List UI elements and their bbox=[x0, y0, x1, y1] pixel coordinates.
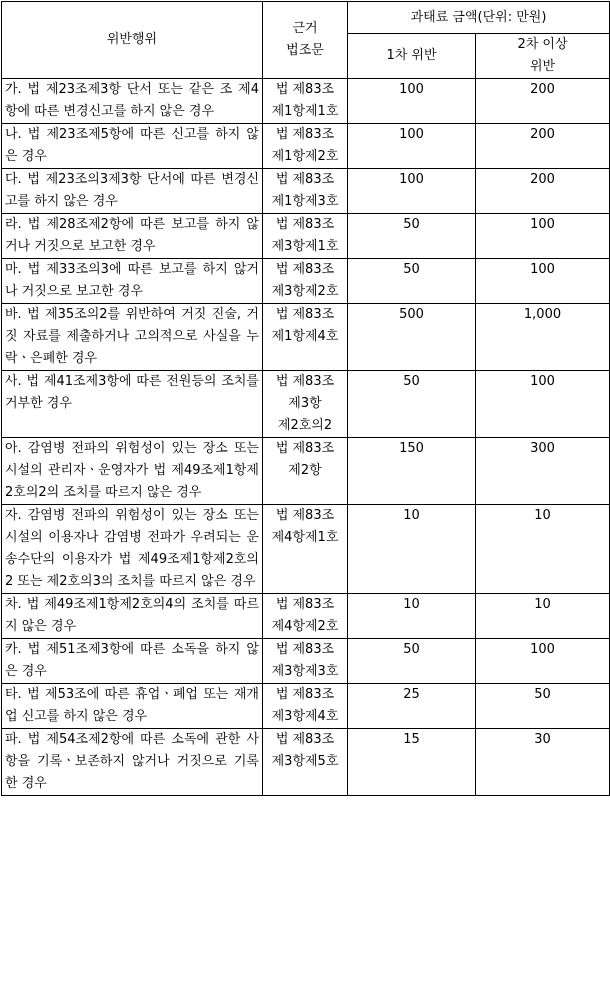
header-act: 위반행위 bbox=[2, 2, 263, 79]
table-row bbox=[2, 214, 610, 259]
act-cell: 파. 법 제54조제2항에 따른 소독에 관한 사항을 기록ㆍ보존하지 않거나 거짓으로 기록한 경우 bbox=[2, 729, 263, 796]
second-violation-cell: 200 bbox=[476, 169, 610, 214]
basis-cell: 법 제83조 제3항제4호 bbox=[263, 684, 348, 729]
second-violation-cell: 300 bbox=[476, 438, 610, 505]
basis-cell: 법 제83조 제3항제5호 bbox=[263, 729, 348, 796]
basis-cell: 법 제83조 제1항제4호 bbox=[263, 304, 348, 371]
act-cell: 가. 법 제23조제3항 단서 또는 같은 조 제4항에 따른 변경신고를 하지 않은 경우 bbox=[2, 79, 263, 124]
first-violation-cell: 100 bbox=[348, 124, 476, 169]
table-row bbox=[2, 124, 610, 169]
act-cell: 아. 감염병 전파의 위험성이 있는 장소 또는 시설의 관리자ㆍ운영자가 법 제49조제1항제2호의2의 조치를 따르지 않은 경우 bbox=[2, 438, 263, 505]
table-row bbox=[2, 304, 610, 371]
table-row bbox=[2, 79, 610, 124]
act-cell: 사. 법 제41조제3항에 따른 전원등의 조치를 거부한 경우 bbox=[2, 371, 263, 438]
header-first-violation: 1차 위반 bbox=[348, 34, 476, 79]
act-cell: 라. 법 제28조제2항에 따른 보고를 하지 않거나 거짓으로 보고한 경우 bbox=[2, 214, 263, 259]
act-cell: 나. 법 제23조제5항에 따른 신고를 하지 않은 경우 bbox=[2, 124, 263, 169]
first-violation-cell: 25 bbox=[348, 684, 476, 729]
basis-cell: 법 제83조 제3항 제2호의2 bbox=[263, 371, 348, 438]
act-cell: 바. 법 제35조의2를 위반하여 거짓 진술, 거짓 자료를 제출하거나 고의적으로 사실을 누락ㆍ은폐한 경우 bbox=[2, 304, 263, 371]
table-row bbox=[2, 684, 610, 729]
basis-cell: 법 제83조 제3항제1호 bbox=[263, 214, 348, 259]
first-violation-cell: 50 bbox=[348, 639, 476, 684]
basis-cell: 법 제83조 제3항제2호 bbox=[263, 259, 348, 304]
table-row bbox=[2, 169, 610, 214]
second-violation-cell: 30 bbox=[476, 729, 610, 796]
second-violation-cell: 1,000 bbox=[476, 304, 610, 371]
first-violation-cell: 50 bbox=[348, 259, 476, 304]
table-header bbox=[2, 2, 610, 79]
table-row bbox=[2, 639, 610, 684]
basis-cell: 법 제83조 제1항제1호 bbox=[263, 79, 348, 124]
basis-cell: 법 제83조 제1항제2호 bbox=[263, 124, 348, 169]
second-violation-cell: 200 bbox=[476, 124, 610, 169]
header-amount: 과태료 금액(단위: 만원) bbox=[348, 2, 610, 34]
basis-cell: 법 제83조 제4항제1호 bbox=[263, 505, 348, 594]
header-second-violation: 2차 이상 위반 bbox=[476, 34, 610, 79]
second-violation-cell: 100 bbox=[476, 214, 610, 259]
table-row bbox=[2, 505, 610, 594]
first-violation-cell: 50 bbox=[348, 371, 476, 438]
act-cell: 마. 법 제33조의3에 따른 보고를 하지 않거나 거짓으로 보고한 경우 bbox=[2, 259, 263, 304]
basis-cell: 법 제83조 제1항제3호 bbox=[263, 169, 348, 214]
header-basis: 근거 법조문 bbox=[263, 2, 348, 79]
first-violation-cell: 100 bbox=[348, 79, 476, 124]
penalty-table bbox=[1, 1, 610, 796]
basis-cell: 법 제83조 제3항제3호 bbox=[263, 639, 348, 684]
first-violation-cell: 10 bbox=[348, 594, 476, 639]
second-violation-cell: 100 bbox=[476, 259, 610, 304]
second-violation-cell: 100 bbox=[476, 371, 610, 438]
first-violation-cell: 10 bbox=[348, 505, 476, 594]
second-violation-cell: 50 bbox=[476, 684, 610, 729]
table-row bbox=[2, 259, 610, 304]
second-violation-cell: 10 bbox=[476, 505, 610, 594]
first-violation-cell: 50 bbox=[348, 214, 476, 259]
table-row bbox=[2, 371, 610, 438]
act-cell: 자. 감염병 전파의 위험성이 있는 장소 또는 시설의 이용자나 감염병 전파가 우려되는 운송수단의 이용자가 법 제49조제1항제2호의2 또는 제2호의3의 조치를 따르지 않은 경우 bbox=[2, 505, 263, 594]
act-cell: 카. 법 제51조제3항에 따른 소독을 하지 않은 경우 bbox=[2, 639, 263, 684]
first-violation-cell: 15 bbox=[348, 729, 476, 796]
table-row bbox=[2, 438, 610, 505]
act-cell: 다. 법 제23조의3제3항 단서에 따른 변경신고를 하지 않은 경우 bbox=[2, 169, 263, 214]
second-violation-cell: 10 bbox=[476, 594, 610, 639]
first-violation-cell: 150 bbox=[348, 438, 476, 505]
basis-cell: 법 제83조 제2항 bbox=[263, 438, 348, 505]
second-violation-cell: 200 bbox=[476, 79, 610, 124]
table-row bbox=[2, 729, 610, 796]
second-violation-cell: 100 bbox=[476, 639, 610, 684]
table-body bbox=[2, 79, 610, 796]
act-cell: 차. 법 제49조제1항제2호의4의 조치를 따르지 않은 경우 bbox=[2, 594, 263, 639]
table-row bbox=[2, 594, 610, 639]
act-cell: 타. 법 제53조에 따른 휴업ㆍ폐업 또는 재개업 신고를 하지 않은 경우 bbox=[2, 684, 263, 729]
first-violation-cell: 500 bbox=[348, 304, 476, 371]
basis-cell: 법 제83조 제4항제2호 bbox=[263, 594, 348, 639]
first-violation-cell: 100 bbox=[348, 169, 476, 214]
